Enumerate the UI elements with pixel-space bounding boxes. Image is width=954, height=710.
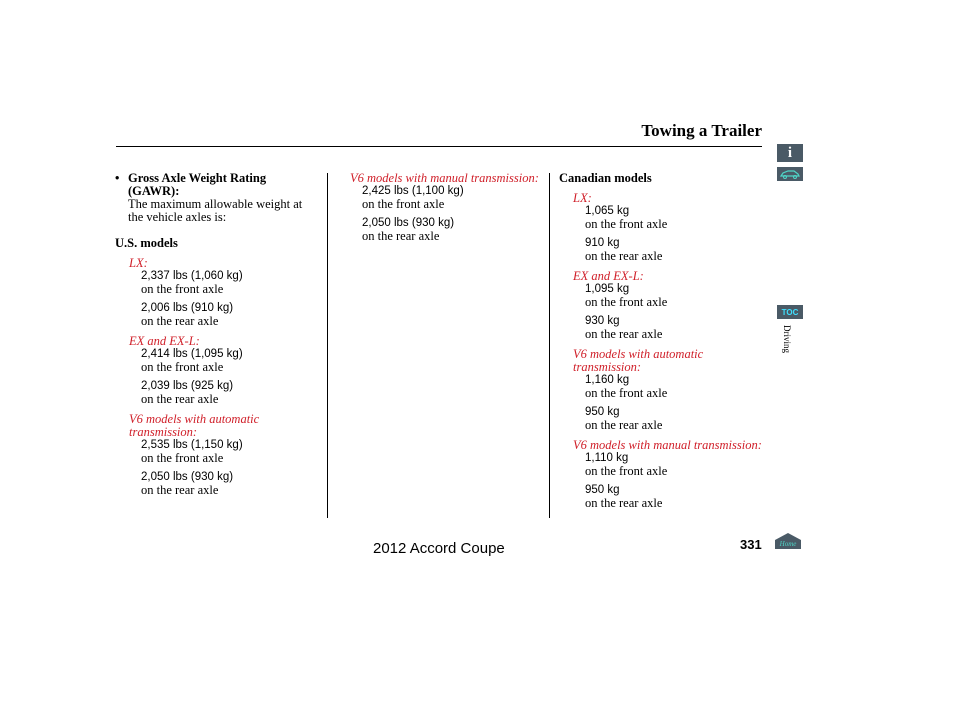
home-button[interactable] xyxy=(774,532,802,550)
bullet-marker: • xyxy=(115,171,120,185)
footer-model: 2012 Accord Coupe xyxy=(373,540,505,557)
gawr-heading-line1: Gross Axle Weight Rating xyxy=(128,171,267,185)
front-axle-value: 1,095 kg xyxy=(585,283,630,295)
gawr-desc-line2: the vehicle axles is: xyxy=(128,210,227,224)
section-label-driving: Driving xyxy=(782,325,792,353)
rear-axle-value: 950 kg xyxy=(585,406,620,418)
rear-axle-label: on the rear axle xyxy=(585,418,663,432)
rear-axle-label: on the rear axle xyxy=(141,314,219,328)
front-axle-value: 2,535 lbs (1,150 kg) xyxy=(141,439,243,451)
group-label-v6-manual: V6 models with manual transmission: xyxy=(573,438,762,452)
front-axle-label: on the front axle xyxy=(362,197,445,211)
group-label-line2: transmission: xyxy=(129,425,198,439)
group-label-lx: LX: xyxy=(573,191,592,205)
group-label-v6-auto xyxy=(559,348,769,374)
front-axle-value: 1,065 kg xyxy=(585,205,630,217)
column-divider xyxy=(327,173,328,518)
gawr-description xyxy=(115,198,325,224)
rear-axle-value: 930 kg xyxy=(585,315,620,327)
rear-axle-label: on the rear axle xyxy=(585,327,663,341)
column-canadian-models xyxy=(559,172,769,510)
page-title: Towing a Trailer xyxy=(641,121,762,140)
toc-label: TOC xyxy=(781,307,799,317)
car-outline-icon xyxy=(779,169,801,179)
rear-axle-label: on the rear axle xyxy=(585,496,663,510)
front-axle-value: 2,425 lbs (1,100 kg) xyxy=(362,185,464,197)
column-us-models xyxy=(115,172,325,497)
rear-axle-label: on the rear axle xyxy=(585,249,663,263)
rear-axle-label: on the rear axle xyxy=(141,483,219,497)
group-label-ex: EX and EX-L: xyxy=(129,334,200,348)
rear-axle-value: 2,050 lbs (930 kg) xyxy=(362,217,455,229)
rear-axle-value: 950 kg xyxy=(585,484,620,496)
group-label-line1: V6 models with automatic xyxy=(573,347,704,361)
front-axle-label: on the front axle xyxy=(141,282,224,296)
group-label-v6-auto xyxy=(115,413,325,439)
front-axle-value: 2,414 lbs (1,095 kg) xyxy=(141,348,243,360)
group-label-lx: LX: xyxy=(129,256,148,270)
us-models-heading: U.S. models xyxy=(115,236,178,250)
gawr-heading xyxy=(115,172,325,198)
toc-button[interactable] xyxy=(777,305,803,319)
front-axle-label: on the front axle xyxy=(585,464,668,478)
rear-axle-value: 2,050 lbs (930 kg) xyxy=(141,471,234,483)
front-axle-label: on the front axle xyxy=(141,451,224,465)
column-divider xyxy=(549,173,550,518)
info-glyph: i xyxy=(787,144,793,161)
group-label-ex: EX and EX-L: xyxy=(573,269,644,283)
group-label-line2: transmission: xyxy=(573,360,642,374)
front-axle-label: on the front axle xyxy=(585,295,668,309)
rear-axle-value: 2,039 lbs (925 kg) xyxy=(141,380,234,392)
group-label-v6-manual: V6 models with manual transmission: xyxy=(350,171,539,185)
info-icon[interactable] xyxy=(777,144,803,162)
front-axle-label: on the front axle xyxy=(141,360,224,374)
car-icon[interactable] xyxy=(777,167,803,181)
front-axle-label: on the front axle xyxy=(585,386,668,400)
canadian-models-heading: Canadian models xyxy=(559,171,652,185)
front-axle-value: 1,160 kg xyxy=(585,374,630,386)
group-label-line1: V6 models with automatic xyxy=(129,412,260,426)
gawr-heading-line2: (GAWR): xyxy=(128,184,180,198)
front-axle-value: 2,337 lbs (1,060 kg) xyxy=(141,270,243,282)
front-axle-label: on the front axle xyxy=(585,217,668,231)
rear-axle-label: on the rear axle xyxy=(362,229,440,243)
front-axle-value: 1,110 kg xyxy=(585,452,629,464)
rear-axle-label: on the rear axle xyxy=(141,392,219,406)
home-label: Home xyxy=(779,540,797,548)
rear-axle-value: 910 kg xyxy=(585,237,620,249)
gawr-desc-line1: The maximum allowable weight at xyxy=(128,197,303,211)
column-us-v6-manual xyxy=(350,172,550,243)
page-number: 331 xyxy=(740,537,762,552)
header-rule xyxy=(116,146,762,147)
rear-axle-value: 2,006 lbs (910 kg) xyxy=(141,302,234,314)
home-icon xyxy=(774,532,802,550)
